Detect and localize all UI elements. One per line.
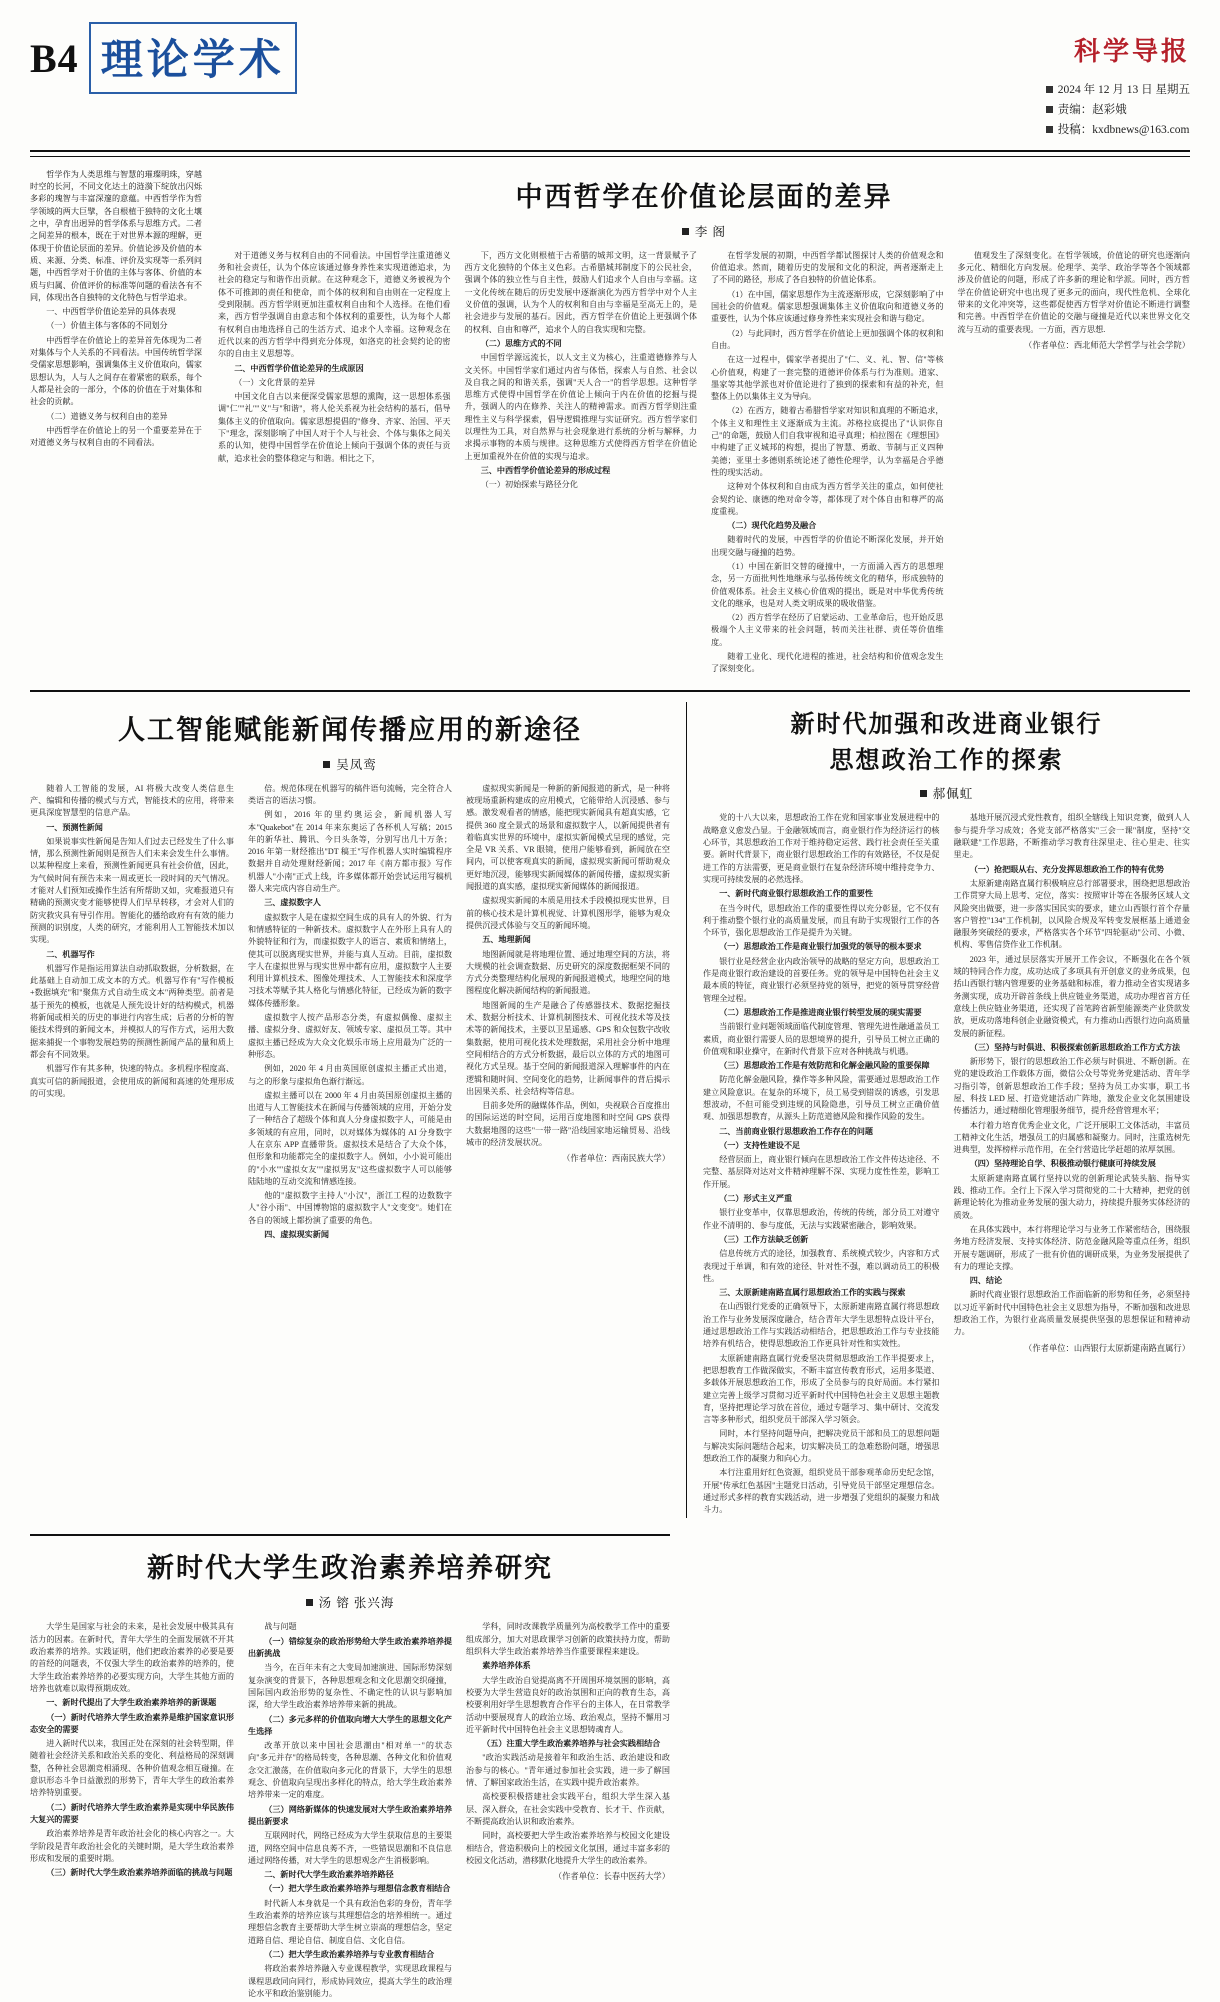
paragraph: 改革开放以来中国社会思潮由"相对单一"的状态向"多元并存"的格局转变，各种思潮、各种文化和价值观念交汇激荡，在价值取向多元化的背景下，大学生的思想观念、价值取向呈现出多样化的特点，给大学生政治素养培养带来一定的难度。 bbox=[248, 1741, 452, 1800]
paragraph: （1）中国在新旧交替的碰撞中，一方面涌入西方的思想理念，另一方面批判性地继承与弘扬传统文化的精华，形成独特的价值观体系。社会主义核心价值观的提出，既是对中华优秀传统文化的继承，也是对人类文明成果的吸收借鉴。 bbox=[711, 562, 944, 608]
paragraph: "政治实践活动是接着年和政治生活、政治建设和政治参与的核心。"青年通过参加社会实践，进一步了解国情、了解国家政治生活，在实践中提升政治素养。 bbox=[466, 1753, 670, 1788]
masthead-rule bbox=[30, 150, 1190, 152]
subheading: （一）错综复杂的政治形势给大学生政治素养培养提出新挑战 bbox=[248, 1636, 452, 1659]
paragraph: 他的"虚拟数字主持人"小汉"，浙江工程的边数数字人"谷小雨"、中国博物馆的虚拟数字人"文变变"。她们在各自的领域上都扮演了重要的角色。 bbox=[248, 1191, 452, 1225]
masthead-right bbox=[1046, 22, 1190, 140]
date-line: 2024 年 12 月 13 日 星期五 bbox=[1057, 83, 1190, 96]
subheading: （二）思想政治工作是推进商业银行转型发展的现实需要 bbox=[719, 1007, 922, 1017]
paragraph: （2）西方哲学在经历了启蒙运动、工业革命后，也开始反思极端个人主义带来的社会问题，转而关注社群、责任等价值维度。 bbox=[711, 613, 944, 647]
paragraph: 大学生政治自觉提高离不开周围环境氛围的影响，高校要为大学生营造良好的政治氛围和正向的教育生态，高校要利用好学生思想教育合作平台的主体人，在日常教学活动中要展现育人的政治立场、政治观点，坚持不懈用习近平新时代中国特色社会主义思想铸魂育人。 bbox=[466, 1675, 670, 1734]
page-number: B4 bbox=[30, 35, 79, 81]
article-philosophy-signature: （作者单位：西北师范大学哲学与社会学院） bbox=[1024, 340, 1190, 350]
subheading: 三、中西哲学价值论差异的形成过程 bbox=[480, 465, 611, 475]
paragraph: 银行业是经营企业内政治领导的战略的坚定方向，思想政治工作是商业银行政治建设的首要任务。党的领导是中国特色社会主义最本质的特征，商业银行必须坚持党的领导，把党的领导贯穿经营管理全过程。 bbox=[703, 956, 940, 1003]
paragraph: 中西哲学在价值论上的另一个重要差异在于对道德义务与权利自由的不同看法。 bbox=[30, 425, 202, 448]
paragraph: 在这一过程中，儒家学者提出了"仁、义、礼、智、信"等核心价值观，构建了一套完整的道德评价体系与行为准则。道家、墨家等其他学派也对价值论进行了独到的探索和有益的补充，但整体上仍以集体主义为导向。 bbox=[711, 355, 944, 402]
article-bank-headline-1: 新时代加强和改进商业银行 bbox=[790, 709, 1103, 738]
article-bank-col-1 bbox=[954, 812, 1191, 1518]
subheading: 一、预测性新闻 bbox=[46, 822, 103, 832]
square-bullet-icon bbox=[1046, 106, 1053, 113]
bottom-right-spacer bbox=[686, 1522, 1190, 2002]
paragraph: 本行着力培育优秀企业文化，广泛开展职工文体活动，丰富员工精神文化生活，增强员工的归属感和凝聚力。同时，注重选树先进典型，发挥榜样示范作用，在全行营造比学赶超的浓厚氛围。 bbox=[953, 1120, 1190, 1155]
paragraph: 太原新建南路直属行坚持以党的创新理论武装头脑、指导实践、推动工作。全行上下深入学习贯彻党的二十大精神，把党的创新理论转化为推动业务发展的强大动力，持续提升服务实体经济的质效。 bbox=[953, 1173, 1190, 1220]
paragraph: 信息传统方式的途径，加强教育、系统模式较少，内容和方式表现过于单调，和有效的途径、针对性不强，难以调动员工的积极性。 bbox=[703, 1249, 940, 1283]
paragraph: （一）初始探索与路径分化 bbox=[480, 480, 578, 490]
paragraph: 随着人工智能的发展，AI 将极大改变人类信息生产、编辑和传播的模式与方式，智能技术的应用，将带来更具深度智慧型的信息产品。 bbox=[30, 783, 234, 818]
subheading: 二、中西哲学价值论差异的生成原因 bbox=[234, 363, 364, 373]
article-philosophy-headline: 中西哲学在价值论层面的差异 bbox=[515, 181, 893, 213]
article-philosophy bbox=[30, 169, 1190, 678]
paragraph: 如果说事实性新闻是告知人们过去已经发生了什么事情，那么预测性新闻则是预告人们未来会发生什么事情。以某种程度上来看，预测性新闻更具有社会价值，因此，为气候时间有预告未来一周或更长一段时间的天气情况。才能对人们预知或操作生活有所帮助又如，灾难报道只有精确的预测灾变才能够使得人们早早转移，才会对人们的防灾救灾具有导引作用。智能化的播给政府有有效的能力预测的识别度，人类的研究，才能利用人工智能技术加以实现。 bbox=[30, 836, 234, 945]
paragraph: （2）在西方，随着古希腊哲学家对知识和真理的不断追求，个体主义和理性主义逐渐成为主流。苏格拉底提出了"认识你自己"的命题，鼓励人们自我审视和追寻真理；柏拉图在《理想国》中构建了正义城邦的构想，提出了智慧、勇敢、节制与正义四种美德；亚里士多德则系统论述了德性伦理学，认为幸福是合乎德性的现实活动。 bbox=[711, 406, 944, 477]
subheading: （一）思想政治工作是商业银行加强党的领导的根本要求 bbox=[719, 942, 922, 952]
paragraph: 互联网时代，网络已经成为大学生获取信息的主要渠道，网络空间中信息良莠不齐，一些错误思潮和不良信息通过网络传播，对大学生的思想观念产生消极影响。 bbox=[248, 1831, 452, 1865]
article-students-col-0 bbox=[30, 1621, 234, 2002]
paragraph: 例如，2020 年 4 月由英国原创虚拟主播正式出道，与之的形象与虚拟角色渐行渐远。 bbox=[248, 1064, 452, 1086]
paragraph: 倍。规范体现在机器写的稿件语句流畅，完全符合人类语言的语法习惯。 bbox=[248, 783, 452, 805]
section-divider-1 bbox=[30, 690, 1190, 692]
byline-marker-icon bbox=[920, 790, 927, 797]
paragraph: 虚拟数字人按产品形态分类，有虚拟偶像、虚拟主播、虚拟分身、虚拟好友、领域专家、虚拟员工等。其中虚拟主播已经成为大众文化娱乐市场上应用最为广泛的一种形态。 bbox=[248, 1013, 452, 1059]
square-bullet-icon bbox=[1046, 126, 1053, 133]
paragraph: 党的十八大以来，思想政治工作在党和国家事业发展进程中的战略意义愈发凸显。于金融领域而言，商业银行作为经济运行的核心环节，其思想政治工作对于维持稳定运营、践行社会责任至关重要。新时代背景下，商业银行思想政治工作的有效路径，不仅是促进工作的方法需要，更是商业银行在复杂经济环境中维持竞争力、实现可持续发展的必然选择。 bbox=[703, 813, 940, 884]
paragraph: 时代新人本身就是一个具有政治色彩的身份，青年学生政治素养的培养应该与其理想信念的培养相统一。通过理想信念教育主要帮助大学生树立崇高的理想信念，坚定道路自信、理论自信、制度自信、文化自信。 bbox=[248, 1898, 452, 1945]
paragraph: 在山西银行党委的正确领导下，太原新建南路直属行将思想政治工作与业务发展深度融合，结合青年大学生思想特点设计平台，通过思想政治工作与实践活动相结合，把思想政治工作与专业技能培养有机结合，使得思想政治工作更具针对性和实效性。 bbox=[703, 1302, 940, 1349]
section-divider-2 bbox=[30, 1534, 670, 1536]
subheading: 二、机器写作 bbox=[46, 949, 95, 959]
subheading: （二）现代化趋势及融合 bbox=[727, 521, 817, 531]
byline-marker-icon bbox=[306, 1599, 313, 1606]
subheading: （三）网络新媒体的快速发展对大学生政治素养培养提出新要求 bbox=[248, 1804, 452, 1826]
date-line-row bbox=[1046, 80, 1190, 100]
article-students-byline bbox=[30, 1593, 670, 1611]
article-students-headline: 新时代大学生政治素养培养研究 bbox=[147, 1553, 553, 1585]
paper-name: 科学导报 bbox=[1073, 37, 1190, 67]
paragraph: 哲学作为人类思维与智慧的璀璨明珠，穿越时空的长河，不同文化达土的涟漪下绽放出闪烁多彩的瑰智与丰富深邃的意蕴。中西哲学作为哲学领域的两大巨擘，各自根植于独特的文化土壤之中，孕育出迥异的哲学体系与思维方式。二者之间差异的根本，既在于对世界本源的理解，更体现于价值论层面的差异。价值论涉及价值的本质、来源、分类、标准、评价及实现等一系列问题，中西哲学对于价值的主体与客体、价值的本质与归属、价值评价的标准等问题的看法各有不同，体现出各自独特的文化特色与哲学追求。 bbox=[30, 169, 202, 302]
paragraph: 政治素养培养是青年政治社会化的核心内容之一。大学阶段是青年政治社会化的关键时期，是大学生政治素养形成和发展的重要时期。 bbox=[30, 1829, 234, 1863]
article-students bbox=[30, 1522, 670, 2002]
subheading: 三、虚拟数字人 bbox=[264, 898, 321, 908]
subheading: 四、虚拟现实新闻 bbox=[264, 1230, 329, 1240]
paragraph: 进入新时代以来，我国正处在深刻的社会转型期，伴随着社会经济关系和政治关系的变化、利益格局的深刻调整，各种社会思潮竞相涌现、各种价值观念相互碰撞。在意识形态斗争日益激烈的形势下，青年大学生的政治素养培养特别重要。 bbox=[30, 1739, 234, 1798]
paragraph: 经营层面上，商业银行倾向在思想政治工作文件传达途径、不完整、基层降对达对文件精神理解不深、实现力度性性差，影响工作开展。 bbox=[703, 1155, 940, 1189]
paragraph: 虚拟现实新闻的本质是用技术手段模拟现实世界，目前的核心技术是计算机视觉、计算机图形学，能够为观众提供沉浸式体验与交互的新闻环境。 bbox=[466, 896, 670, 930]
paragraph: 当前银行业问题领域面临代制度管理、管理先进性融通盖员工素质，商业银行需要人员的思想境界的提升，引导员工树立正确的价值观和职业操守，在新时代背景下应对各种挑战与机遇。 bbox=[703, 1022, 940, 1056]
subheading: （一）把大学生政治素养培养与理想信念教育相结合 bbox=[264, 1884, 451, 1894]
article-ai-news-col-1 bbox=[248, 783, 452, 1244]
subheading: （一）新时代培养大学生政治素养是维护国家意识形态安全的需要 bbox=[30, 1712, 234, 1734]
subheading: （三）思想政治工作是有效防范和化解金融风险的重要保障 bbox=[719, 1061, 930, 1071]
article-ai-news bbox=[30, 702, 670, 1519]
article-bank bbox=[686, 702, 1190, 1519]
paragraph: 同时，本行坚持问题导向，把解决党员干部和员工的思想问题与解决实际问题结合起来，切实解决员工的急难愁盼问题，增强思想政治工作的凝聚力和向心力。 bbox=[703, 1429, 940, 1463]
paragraph: 虚拟主播可以在 2000 年 4 月由英国原创虚拟主播的出道与人工智能技术在新闻与传播领域的应用，开始分发了一种结合了超级个体和真人分身虚拟数字人，可能是由多领域的有应用，同时，以对媒体为媒体的 AI 分身数字人在京东 APP 直播带货。虚拟技术是结合了大众个体，但形象和功能都完全的虚拟数字人。例如，小小说可能出的"小水""虚拟女友""虚拟男友"这些虚拟数字人可以能够陆陆地的互动交流和情感连接。 bbox=[248, 1090, 452, 1186]
author-name: 吴凤鸾 bbox=[336, 757, 377, 772]
article-philosophy-col-1 bbox=[218, 250, 451, 678]
paragraph: 例如，2016 年的里约奥运会，新闻机器人写本"Quakebot"在 2014 年来东奥运了各杯机人写稿；2015 年的新华社、腾讯、今日头条等，分别写出几十万条；2016 年第一财经推出"DT 稿王"写作机器人实时编辑程序数据并自动处理财经新闻；2017 年《南方都市报》写作机器人"小南"正式上线，许多媒体都开始尝试运用写稿机器人来完成内容自动生产。 bbox=[248, 810, 452, 894]
paragraph: 本行注重用好红色资源，组织党员干部参观革命历史纪念馆，开展"传承红色基因"主题党日活动，引导党员干部坚定理想信念。通过形式多样的教育实践活动，进一步增强了党组织的凝聚力和战斗力。 bbox=[703, 1468, 940, 1515]
article-bank-signature: （作者单位：山西银行太原新建南路直属行） bbox=[1024, 1343, 1190, 1353]
article-bank-col-0 bbox=[703, 812, 940, 1518]
article-ai-news-col-2 bbox=[466, 783, 670, 1244]
paragraph: （二）道德义务与权利自由的差异 bbox=[46, 411, 168, 421]
paragraph: 在哲学发展的初期，中西哲学都试图探讨人类的价值观念和价值追求。然而，随着历史的发展和文化的积淀，两者逐渐走上了不同的路径，形成了各自独特的价值论体系。 bbox=[711, 250, 944, 285]
article-philosophy-col-2 bbox=[465, 250, 698, 678]
email-line-row bbox=[1046, 120, 1190, 140]
masthead bbox=[30, 0, 1190, 140]
subheading: 二、新时代大学生政治素养培养路径 bbox=[264, 1870, 394, 1880]
paragraph: 新时代商业银行思想政治工作面临新的形势和任务，必须坚持以习近平新时代中国特色社会主义思想为指导，不断加强和改进思想政治工作，为银行业高质量发展提供坚强的思想保证和精神动力。 bbox=[953, 1290, 1190, 1337]
paragraph: 中西哲学在价值论上的差异首先体现为二者对集体与个人关系的不同看法。中国传统哲学深受儒家思想影响，强调集体主义价值取向，儒家思想认为，人与人之间存在着紧密的联系，每个人都是社会的一部分，个体的价值在于对集体和社会的贡献。 bbox=[30, 335, 202, 407]
subheading: （三）坚持与时俱进、积极探索创新思想政治工作方式方法 bbox=[969, 1042, 1181, 1052]
paragraph: 下，西方文化则根植于古希腊的城邦文明，这一背景赋予了西方文化独特的个体主义色彩。古希腊城邦制度下的公民社会，强调个体的独立性与自主性，鼓励人们追求个人自由与幸福。这一文化传统在随后的历史发展中逐渐演化为西方哲学中对个人主义价值的强调，认为个人的权利和自由与幸福是至高无上的，是社会进步与发展的基石。因此，西方哲学在价值论上更强调个体的权利、自由和尊严，追求个人的自我实现和完整。 bbox=[464, 250, 697, 334]
paragraph: 对于道德义务与权利自由的不同看法。中国哲学注重道德义务和社会责任，认为个体应该通过修身养性来实现道德追求，为社会的稳定与和谐作出贡献。在这种观念下，道德义务被视为个体不可推卸的责任和使命，而个体的权利和自由则在一定程度上受到限制。西方哲学则更加注重权利自由和个人选择。在他们看来，西方哲学强调自由意志和个体权利的重要性，认为每个人都有权利自由地选择自己的生活方式、追求个人幸福。这种观念在近代以来的西方哲学中得到充分体现，如洛克的社会契约论的密尔的自由主义思想等。 bbox=[218, 250, 451, 359]
paragraph: 虚拟数字人是在虚拟空间生成的具有人的外貌、行为和情感特征的一种新技术。虚拟数字人在外形上具有人的外貌特征和行为，而虚拟数字人的语言、素质和情绪上，使其可以脱离现实世界，并能与真人互动。目前，虚拟数字人在虚拟世界与现实世界中都有应用，虚拟数字人主要利用计算机技术、图像处理技术、人工智能技术和深度学习技术等赋予其人格化与情感化特征，已经成为新的数字媒体传播形象。 bbox=[248, 912, 452, 1008]
subheading: （三）工作方法缺乏创新 bbox=[719, 1234, 809, 1244]
paragraph: 值观发生了深刻变化。在哲学领域，价值论的研究也逐渐向多元化、精细化方向发展。伦理学、美学、政治学等各个领域都涉及价值论的问题，形成了许多新的理论和学派。同时，西方哲学在价值论研究中也出现了更多元的面向，现代性危机、全球化带来的文化冲突等，这些都促使西方哲学对价值论不断进行调整和完善。中西哲学在价值论的交融与碰撞是近代以来世界文化交流与互动的重要表现。一方面，西方思想. bbox=[957, 250, 1190, 334]
subheading: （五）注重大学生政治素养培养与社会实践相结合 bbox=[482, 1739, 661, 1749]
article-students-col-2 bbox=[466, 1621, 670, 2002]
paragraph: 战与问题 bbox=[264, 1622, 297, 1632]
subheading: 五、地理新闻 bbox=[482, 935, 531, 945]
subheading: （二）新时代培养大学生政治素养是实现中华民族伟大复兴的需要 bbox=[30, 1802, 234, 1824]
paragraph: 基地开展沉浸式党性教育，组织全辖线上知识竞赛，做到人人参与提升学习成效；各党支部严格落实"三会一课"制度，坚持"交融联建"工作思路，不断推动学习教育往深里走、往心里走、往实里走。 bbox=[953, 813, 1190, 860]
subheading: 四、结论 bbox=[969, 1276, 1003, 1286]
section-title: 理论学术 bbox=[100, 35, 285, 84]
byline-marker-icon bbox=[323, 761, 330, 768]
paragraph: 银行业变革中，仅靠思想政治，传统的传统，部分员工对遵守作业不清明的、参与度低，无法与实践紧密融合，影响效果。 bbox=[703, 1208, 940, 1230]
subheading: （二）思维方式的不同 bbox=[480, 338, 562, 348]
author-name: 汤 镕 张兴海 bbox=[318, 1596, 395, 1611]
paragraph: （1）在中国，儒家思想作为主流逐渐形成，它深刻影响了中国社会的价值观。儒家思想强调集体主义价值取向和道德义务的重要性，认为个体应该通过修身养性来实现社会和谐与稳定。 bbox=[711, 289, 944, 324]
paragraph: 大学生是国家与社会的未来，是社会发展中极其具有活力的因素。在新时代，青年大学生的全面发展就不开其政治素养的培养。实践证明，他们把政治素养的必要是要的首经的问题表，不仅强大学生的政治素养的培养的，使大学生政治素养培养的必要实现方向，大学生其他方面的培养也就难以取得预期成效。 bbox=[30, 1622, 234, 1693]
paragraph: 机器写作有其多种，快速的特点。多机程序程度高、真实可信的新闻报道，会使用成的新闻和高速的处理形成的可实现。 bbox=[30, 1064, 234, 1098]
subheading: （一）支持性建设不足 bbox=[719, 1140, 801, 1150]
subheading: （四）坚持理论自学、积极推动银行健康可持续发展 bbox=[969, 1159, 1156, 1169]
subheading: （二）多元多样的价值取向增大大学生的思想文化产生选择 bbox=[248, 1714, 452, 1736]
paragraph: 地图新闻的生产是融合了传感器技术、数据挖掘技术、数据分析技术、计算机制图技术、可视化技术等及技术等的新闻技术，主要以卫星遥感、GPS 和众包数字改收集数据，使用可视化技术处理数据，采用社会分析中地理空间相结合的方式分析数据，最后以立体的方式的地图可视化方式呈现。基于空间的新闻报道深入理解事件的内在逻辑和随时间、空间变化的趋势，让新闻事件的背后揭示出因果关系、社会结构等信息。 bbox=[466, 1000, 670, 1096]
article-bank-byline bbox=[703, 784, 1190, 802]
paragraph: 中国文化自古以来便深受儒家思想的熏陶，这一思想体系强调"仁""礼""义"与"和谐"，将人伦关系视为社会结构的基石，倡导集体主义的价值取向。儒家思想提倡的"修身、齐家、治国、平天下"理念，深刻影响了中国人对于个人与社会、个体与集体之间关系的认知，使得中国哲学在价值论上倾向于强调个体的责任与贡献，追求社会的整体稳定与和谐。相比之下， bbox=[218, 392, 451, 463]
paragraph: 太原新建南路直属行党委坚决贯彻思想政治工作半提要求上，把思想教育工作做深做实，不断丰富宣传教育形式，运用多渠道、多载体开展思想政治工作，形成了全员参与的良好局面。本行紧扣建立完善上级学习贯彻习近平新时代中国特色社会主义思想主题教育，坚持把理论学习放在首位，通过专题学习、集中研讨、交流发言等多种形式，组织党员干部深入学习领会。 bbox=[703, 1353, 940, 1425]
article-philosophy-col-0 bbox=[30, 169, 202, 678]
article-ai-news-byline bbox=[30, 755, 670, 773]
article-bank-headline-2: 思想政治工作的探索 bbox=[829, 746, 1064, 775]
paragraph: 这种对个体权利和自由成为西方哲学关注的重点，如何使社会契约论、康德的绝对命令等，都体现了对个体自由和尊严的高度重视。 bbox=[711, 482, 944, 516]
subheading: （一）抢把眼从右、充分发挥思想政治工作的特有优势 bbox=[969, 864, 1164, 874]
editor-line-row bbox=[1046, 100, 1190, 120]
article-students-signature: （作者单位：长春中医药大学） bbox=[553, 1872, 670, 1882]
subheading: 一、新时代提出了大学生政治素养培养的新课题 bbox=[46, 1698, 217, 1708]
section-title-box bbox=[89, 22, 297, 94]
subheading: 一、中西哲学价值论差异的具体表现 bbox=[46, 307, 176, 317]
paragraph: 将政治素养培养融入专业课程教学，实现思政课程与课程思政同向同行，形成协同效应，提高大学生的政治理论水平和政治鉴别能力。 bbox=[248, 1964, 452, 1998]
article-philosophy-byline bbox=[218, 222, 1190, 240]
paragraph: 学科，同时改课教学质量列为高校教学工作中的重要组成部分，加大对思政课学习创新的政策扶持力度，帮助组织科大学生政治素养培养当作重要课程来建设。 bbox=[466, 1622, 670, 1657]
paragraph: 同时，高校要把大学生政治素养培养与校园文化建设相结合，营造积极向上的校园文化氛围，通过丰富多彩的校园文化活动，潜移默化地提升大学生的政治素养。 bbox=[466, 1831, 670, 1865]
author-name: 李 阁 bbox=[694, 224, 727, 239]
paragraph: 高校要积极搭建社会实践平台，组织大学生深入基层、深入群众，在社会实践中受教育、长才干、作贡献，不断提高政治认识和政治素养。 bbox=[466, 1792, 670, 1826]
paragraph: （2）与此同时，西方哲学在价值论上更加强调个体的权利和自由。 bbox=[711, 328, 944, 350]
article-ai-news-signature: （作者单位：西南民族大学） bbox=[562, 1154, 670, 1164]
subheading: （三）新时代大学生政治素养培养面临的挑战与问题 bbox=[46, 1868, 233, 1878]
paragraph: 太原新建南路直属行积极响应总行部署要求，围绕把思想政治工作贯穿大局上思考、定位，落实：按照审计等在各服务区域人文风险突出做要，进一步落实国民实的要求，建立山西银行首个存量客户管控"134"工作机制，以风险合规及军转变发展框基上通道金融服务突破经的要求，严格落实各个环节"四轮驱动"公司、小微、机构、零售信贷作业工作机制。 bbox=[953, 878, 1190, 950]
subheading: 二、当前商业银行思想政治工作存在的问题 bbox=[719, 1126, 873, 1136]
paragraph: （一）价值主体与客体的不同划分 bbox=[46, 321, 168, 331]
masthead-rule-thin bbox=[30, 156, 1190, 157]
subheading: 一、新时代商业银行思想政治工作的重要性 bbox=[719, 889, 873, 899]
paragraph: 在具体实践中，本行将理论学习与业务工作紧密结合，围绕服务地方经济发展、支持实体经济、防范金融风险等重点任务，组织开展专题调研，形成了一批有价值的调研成果，为业务发展提供了有力的理论支撑。 bbox=[953, 1224, 1190, 1271]
subheading: 三、太原新建南路直属行思想政治工作的实践与探索 bbox=[719, 1288, 906, 1298]
paragraph: 随着时代的发展，中西哲学的价值论不断深化发展，并开始出现交融与碰撞的趋势。 bbox=[711, 535, 944, 557]
paragraph: 目前多处所的融媒体作品，例如，央视联合百度推出的国际运送的时空间，运用百度地图和时空间 GPS 获得大数据地图的这些"一带一路"沿线国家地运输贸易、沿线城市的经济发展状况。 bbox=[466, 1101, 670, 1147]
paragraph: 虚拟现实新闻是一种新的新闻报道的新式，是一种将被现场重新构建成的应用模式，它能带给人沉浸感、参与感。激发观看者的情感，能把现实新闻具有超真实感，它提供 360 度全景式的场景和虚拟数字人，以新闻提供者有着临真实世界的环境中，虚拟实新闻模式呈现的感觉，完全是 VR 关系、VR 眼镜，使用户能够看到，新闻放在空间内，可以使客观真实的新闻，虚拟现实新闻可帮助观众更好地沉浸，能够现实新闻媒体的新闻传播，虚拟现实新闻报道的真实感，虚拟现实新闻媒体的新闻报道。 bbox=[466, 783, 670, 892]
square-bullet-icon bbox=[1046, 86, 1053, 93]
subheading: 素养培养体系 bbox=[482, 1661, 531, 1671]
paragraph: 防范化解金融风险，操作等多种风险，需要通过思想政治工作建立风险意识。在复杂的环境下，员工易受到错误的诱惑，引发思想波动，不但可能受到违规的风险隐患，引导员工树立正确价值观、加强思想教育，从源头上防范道德风险和操作风险的发生。 bbox=[703, 1075, 940, 1122]
email-line: 投稿：kxdbnews@163.com bbox=[1057, 123, 1190, 136]
masthead-left bbox=[30, 22, 297, 94]
paragraph: 地图新闻就是将地理位置、通过地理空间的方法，将大规模的社会调查数据、历史研究的深度数据框架不同的方式分类整理结构化展现的新闻报道模式，地理空间的地图程度化解决新闻结构的新闻报道。 bbox=[466, 949, 670, 996]
paragraph: 在当今时代，思想政治工作的重要性得以充分彰显，它不仅有利于推动整个银行业的高质量发展，而且有助于实现银行工作的各个环节，强化思想政治工作是提升为关键。 bbox=[703, 903, 940, 938]
paragraph: 新形势下，银行的思想政治工作必须与时俱进、不断创新。在党的建设政治工作载体方面，微信公众号等党务党建活动、青年学习指引等，创新思想政治工作手段；坚持为员工办实事，职工书屋、科技 LED 屋、打造党建活动广阵地，激发企业文化氛围建设传播活力，通过精细化管理服务细节，提升经营管理水平； bbox=[953, 1057, 1190, 1116]
paragraph: 2023 年，通过层层落实开展开工作会议，不断强化在各个领域的特同合作力度，成功达成了多项具有开创意义的业务成果，包括山西银行辖内管理要的业务基础和标准，着力推动全省实现诸多务测实现，成功开辟首条线上供应链业务渠道，成功办理省首方任意线上供应链业务渠道，还实现了首笔跨省新型能源类产业贷款发放，更成功落地科创企业融资模式，有力推动山西银行边向高质量发展的新征程。 bbox=[953, 954, 1190, 1038]
article-philosophy-col-3 bbox=[711, 250, 944, 678]
article-ai-news-headline: 人工智能赋能新闻传播应用的新途径 bbox=[118, 714, 582, 746]
subheading: （二）把大学生政治素养培养与专业教育相结合 bbox=[264, 1949, 435, 1959]
subheading: （二）形式主义严重 bbox=[719, 1194, 793, 1204]
article-students-col-1 bbox=[248, 1621, 452, 2002]
byline-marker-icon bbox=[682, 228, 689, 235]
author-name: 郝佩虹 bbox=[932, 787, 974, 802]
editor-line: 责编：赵彩娥 bbox=[1057, 103, 1127, 116]
article-ai-news-col-0 bbox=[30, 783, 234, 1244]
paragraph: 随着工业化、现代化进程的推进，社会结构和价值观念发生了深刻变化。 bbox=[711, 652, 944, 674]
paragraph: 当今，在百年未有之大变局加速演进、国际形势深刻复杂演变的背景下，各种思想观念和文化思潮交织碰撞，国际国内政治形势的复杂性、不确定性的认识与影响加深，给大学生政治素养培养带来新的挑战。 bbox=[248, 1663, 452, 1710]
paragraph: 中国哲学源远流长，以人文主义为核心，注重道德修养与人文关怀。中国哲学家们通过内省与体悟，探索人与自然、社会以及自我之间的和谐关系，强调"天人合一"的哲学思想。这种哲学思维方式使得中国哲学在价值论上倾向于内在价值的挖掘与提升，强调人的内在修养、关注人的精神需求。而西方哲学则注重理性主义与科学探索，倡导逻辑推理与实证研究。西方哲学家们以理性为工具，对自然界与社会现象进行系统的分析与解释，力求揭示事物的本质与规律。这种思维方式使得西方哲学在价值论上更加重视外在价值的实现与追求。 bbox=[464, 353, 697, 461]
article-philosophy-col-4 bbox=[958, 250, 1191, 678]
paragraph: （一）文化背景的差异 bbox=[234, 377, 316, 387]
paragraph: 机器写作是指运用算法自动抓取数据，分析数据，在此基础上自动加工成文本的方式。机器写作有"写作模板+数据填充"和"聚焦方式自动生成文本"两种类型。前者是基于预先的模板，也就是人预先设计好的结构模式，机器将新闻或相关的历史的事进行内容生成；后者的分析的智能技术得到的新闻文本，并模拟人的写作方式，运用大数据来捕捉一个事物发展趋势的预测性新闻产品的量和质上都会有不同效果。 bbox=[30, 963, 234, 1059]
